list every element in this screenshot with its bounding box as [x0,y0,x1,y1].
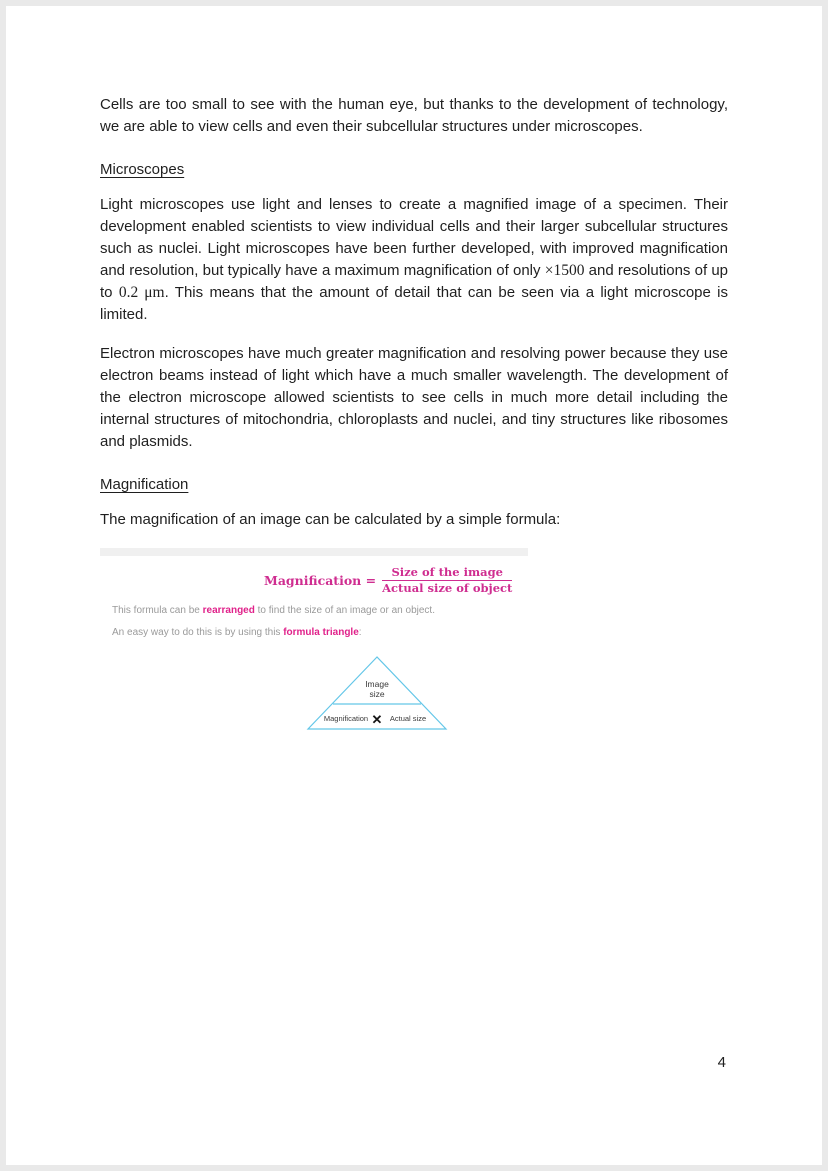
formula-lhs: Magnification = [264,572,377,588]
rearranged-highlight: rearranged [202,605,255,616]
magnification-value: ×1500 [544,262,585,279]
triangle-left-label: Magnification [323,714,369,723]
magnification-formula-figure [100,548,530,731]
intro-paragraph: Cells are too small to see with the human eye, but thanks to the development of technology, we are able to view cells and even their subcellular structures under microscopes. [100,96,728,135]
light-para-text-3: . This means that the amount of detail that can be seen via a light microscope is limited. [100,284,728,323]
page-number: 4 [717,1054,726,1071]
electron-microscopes-paragraph: Electron microscopes have much greater magnification and resolving power because they use electron beams instead of light which have a much smaller wavelength. The development of the electron microscope allowed scientists to see cells in much more detail including the internal structures of mitochondria, chloroplasts and nuclei, and tiny structures like ribosomes and plasmids. [100,345,728,450]
formula-triangle-diagram [306,655,448,731]
magnification-intro-paragraph: The magnification of an image can be calculated by a simple formula: [100,511,561,528]
figure-top-band [100,548,528,556]
light-para-text-2: and resolutions of up to [100,262,729,301]
formula-triangle-note [112,626,530,639]
multiply-operator: ✕ [371,712,383,727]
formula-fraction [382,566,512,595]
formula-denominator: Actual size of object [382,581,513,595]
triangle-note-post: : [358,627,362,638]
formula-numerator: Size of the image [382,566,512,581]
light-para-text-1: Light microscopes use light and lenses to create a magnified image of a specimen. Their development enabled scientists to view individual cells and their larger subcellular structures such as nuclei. Light microscopes have been further developed, with improved magnification and resolution, but typically have a maximum magnification of only [100,196,728,279]
magnification-heading: Magnification [100,476,189,493]
microscopes-heading: Microscopes [100,161,185,178]
document-page [6,6,822,1165]
triangle-note-pre: An easy way to do this is by using this [112,627,284,638]
magnification-formula [264,566,530,595]
triangle-top-label-line1: Image [365,679,389,689]
light-microscopes-paragraph [100,194,728,326]
page-content [100,94,728,731]
rearranged-note [112,604,530,617]
triangle-highlight: formula triangle [283,627,359,638]
triangle-right-label: Actual size [389,714,427,723]
formula-triangle-svg [306,655,448,731]
triangle-top-label-line2: size [369,689,385,699]
resolution-value: 0.2 μm [118,284,165,301]
rearranged-note-post: to find the size of an image or an object. [254,605,435,616]
rearranged-note-pre: This formula can be [112,605,203,616]
